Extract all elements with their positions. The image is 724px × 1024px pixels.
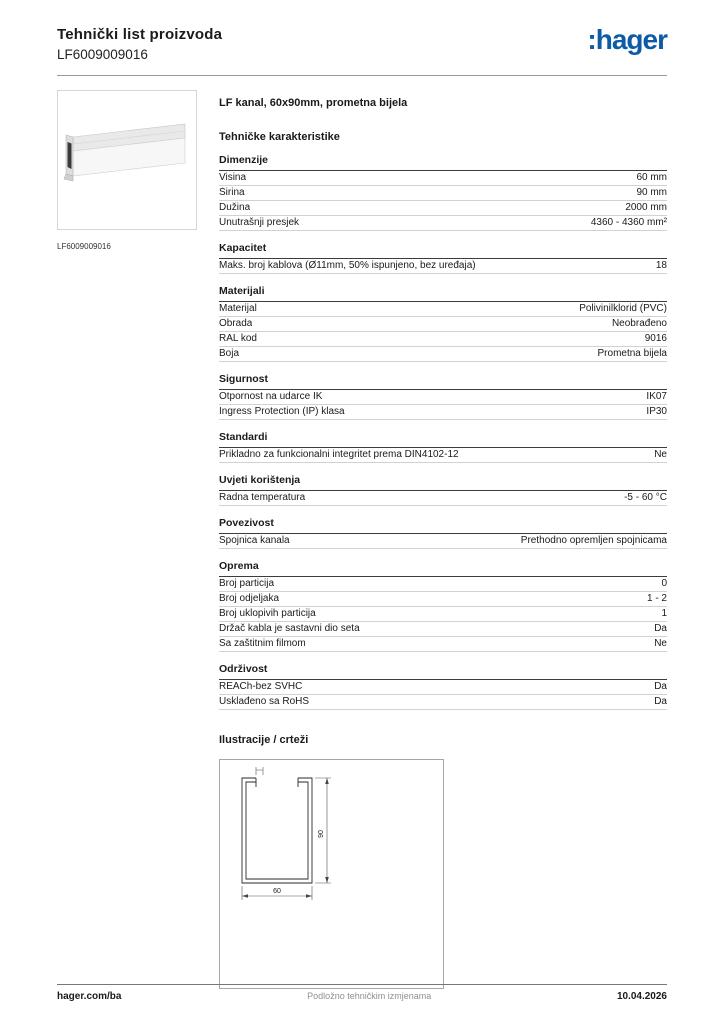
product-image-frame <box>57 90 197 230</box>
footer-date: 10.04.2026 <box>616 991 667 1002</box>
spec-value: -5 - 60 °C <box>624 492 667 503</box>
section-title: Kapacitet <box>219 240 667 259</box>
spec-row <box>219 347 667 362</box>
spec-row <box>219 302 667 317</box>
spec-label: Boja <box>219 348 240 359</box>
spec-value: 4360 - 4360 mm² <box>590 217 667 228</box>
spec-section <box>219 240 667 274</box>
dim-width-label: 60 <box>273 888 281 895</box>
spec-label: Ingress Protection (IP) klasa <box>219 406 345 417</box>
dim-height-label: 90 <box>318 830 325 838</box>
spec-row <box>219 259 667 274</box>
spec-value: 90 mm <box>636 187 667 198</box>
spec-label: Broj particija <box>219 578 275 589</box>
spec-row <box>219 680 667 695</box>
product-title: LF kanal, 60x90mm, prometna bijela <box>219 97 408 109</box>
footer-note: Podložno tehničkim izmjenama <box>307 991 432 1001</box>
spec-row <box>219 448 667 463</box>
spec-value: Polivinilklorid (PVC) <box>579 303 667 314</box>
spec-label: Materijal <box>219 303 257 314</box>
spec-label: Dužina <box>219 202 251 213</box>
product-photo <box>61 97 193 223</box>
spec-section <box>219 661 667 710</box>
illustration-frame <box>219 759 444 989</box>
spec-label: Prikladno za funkcionalni integritet prema DIN4102-12 <box>219 449 459 460</box>
spec-row <box>219 332 667 347</box>
footer-url: hager.com/ba <box>57 991 122 1002</box>
section-title: Uvjeti korištenja <box>219 472 667 491</box>
spec-section <box>219 429 667 463</box>
spec-value: Ne <box>654 638 667 649</box>
header-text-block <box>57 26 222 62</box>
right-column <box>219 90 667 989</box>
spec-row <box>219 592 667 607</box>
spec-value: IP30 <box>646 406 667 417</box>
spec-value: 60 mm <box>636 172 667 183</box>
spec-value: Neobrađeno <box>611 318 667 329</box>
spec-value: 9016 <box>644 333 667 344</box>
spec-value: 0 <box>661 578 667 589</box>
spec-section <box>219 152 667 231</box>
spec-label: Unutrašnji presjek <box>219 217 300 228</box>
spec-label: Maks. broj kablova (Ø11mm, 50% ispunjeno, bez uređaja) <box>219 260 476 271</box>
content <box>0 76 724 989</box>
section-title: Oprema <box>219 558 667 577</box>
page-title: Tehnički list proizvoda <box>57 26 223 43</box>
footer <box>57 984 667 1002</box>
spec-value: 2000 mm <box>625 202 667 213</box>
spec-row <box>219 405 667 420</box>
spec-label: Sa zaštitnim filmom <box>219 638 306 649</box>
hager-logo: :hager <box>587 24 667 55</box>
section-title: Standardi <box>219 429 667 448</box>
spec-row <box>219 390 667 405</box>
spec-row <box>219 622 667 637</box>
spec-value: Prethodno opremljen spojnicama <box>520 535 667 546</box>
spec-section <box>219 283 667 362</box>
spec-label: Širina <box>219 187 245 198</box>
spec-label: Usklađeno sa RoHS <box>219 696 310 707</box>
section-title: Povezivost <box>219 515 667 534</box>
spec-value: Da <box>654 696 667 707</box>
spec-label: Broj uklopivih particija <box>219 608 316 619</box>
spec-value: 1 <box>661 608 667 619</box>
spec-value: Da <box>654 681 667 692</box>
spec-row <box>219 201 667 216</box>
spec-section <box>219 558 667 652</box>
spec-label: Radna temperatura <box>219 492 306 503</box>
spec-section <box>219 515 667 549</box>
header <box>0 0 724 62</box>
spec-row <box>219 491 667 506</box>
spec-section <box>219 472 667 506</box>
spec-label: Držač kabla je sastavni dio seta <box>219 623 360 634</box>
section-title: Održivost <box>219 661 667 680</box>
spec-label: REACh-bez SVHC <box>219 681 303 692</box>
spec-label: RAL kod <box>219 333 257 344</box>
product-code: LF6009009016 <box>57 47 148 62</box>
spec-row <box>219 607 667 622</box>
spec-value: IK07 <box>646 391 667 402</box>
spec-row <box>219 637 667 652</box>
section-title: Dimenzije <box>219 152 667 171</box>
spec-row <box>219 695 667 710</box>
tech-characteristics-heading: Tehničke karakteristike <box>219 131 340 143</box>
spec-row <box>219 171 667 186</box>
spec-label: Obrada <box>219 318 253 329</box>
spec-row <box>219 186 667 201</box>
spec-value: 1 - 2 <box>646 593 667 604</box>
illustrations-heading: Ilustracije / crteži <box>219 734 309 746</box>
spec-label: Broj odjeljaka <box>219 593 280 604</box>
spec-section <box>219 371 667 420</box>
spec-value: Prometna bijela <box>597 348 667 359</box>
spec-label: Otpornost na udarce IK <box>219 391 323 402</box>
section-title: Materijali <box>219 283 667 302</box>
section-title: Sigurnost <box>219 371 667 390</box>
spec-value: 18 <box>655 260 667 271</box>
spec-row <box>219 216 667 231</box>
spec-label: Visina <box>219 172 247 183</box>
spec-row <box>219 577 667 592</box>
spec-label: Spojnica kanala <box>219 535 290 546</box>
technical-drawing <box>220 760 443 988</box>
spec-row <box>219 317 667 332</box>
left-column <box>57 90 197 989</box>
product-image-caption: LF6009009016 <box>57 242 111 251</box>
spec-value: Da <box>654 623 667 634</box>
spec-row <box>219 534 667 549</box>
spec-value: Ne <box>654 449 667 460</box>
spec-sections <box>219 152 667 710</box>
